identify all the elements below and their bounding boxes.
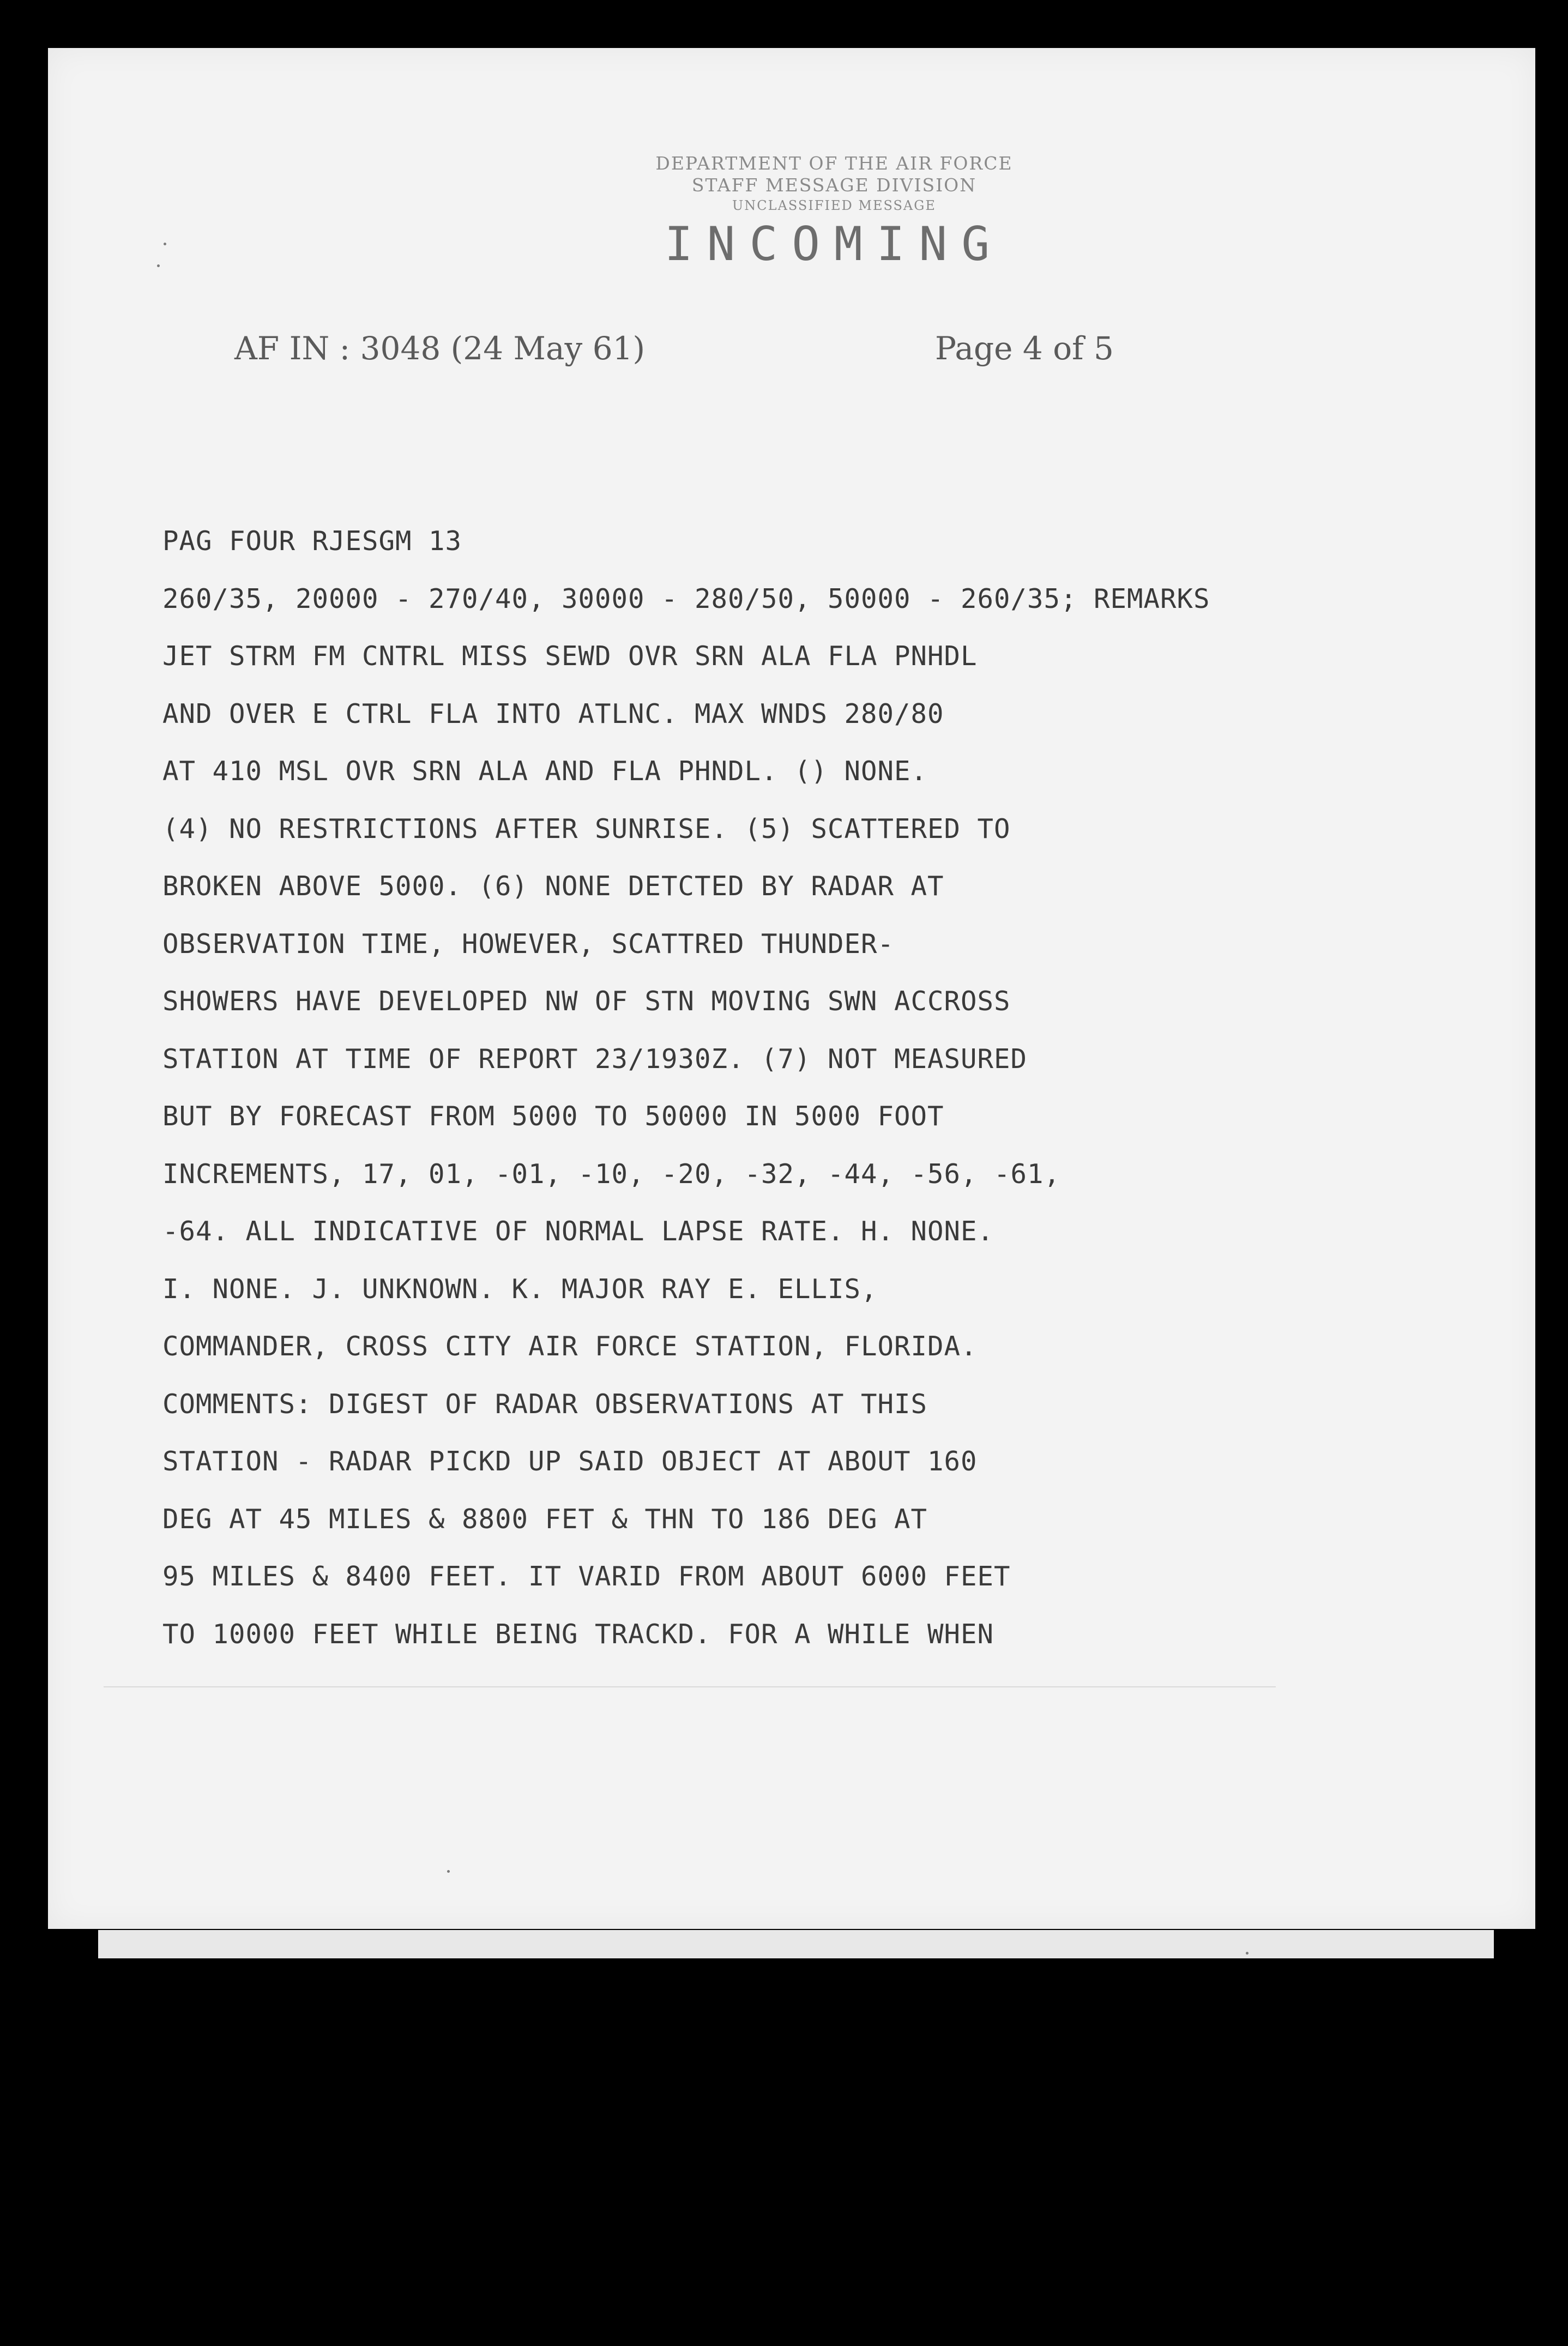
- film-speck: [157, 264, 160, 267]
- body-line: COMMENTS: DIGEST OF RADAR OBSERVATIONS AT THIS: [162, 1388, 928, 1420]
- body-line: AT 410 MSL OVR SRN ALA AND FLA PHNDL. () NONE.: [162, 756, 928, 787]
- body-line: -64. ALL INDICATIVE OF NORMAL LAPSE RATE. H. NONE.: [162, 1216, 994, 1247]
- page-fold-line: [104, 1686, 1276, 1687]
- message-id: AF IN : 3048 (24 May 61): [234, 330, 646, 367]
- film-speck: [1246, 1952, 1249, 1955]
- body-line: 260/35, 20000 - 270/40, 30000 - 280/50, 50000 - 260/35; REMARKS: [162, 583, 1210, 614]
- body-line: TO 10000 FEET WHILE BEING TRACKD. FOR A WHILE WHEN: [162, 1618, 994, 1650]
- body-line: DEG AT 45 MILES & 8800 FET & THN TO 186 DEG AT: [162, 1503, 928, 1535]
- body-line: AND OVER E CTRL FLA INTO ATLNC. MAX WNDS 280/80: [162, 698, 944, 729]
- body-line: BUT BY FORECAST FROM 5000 TO 50000 IN 5000 FOOT: [162, 1101, 944, 1132]
- body-line: OBSERVATION TIME, HOWEVER, SCATTRED THUNDER-: [162, 928, 895, 960]
- body-line: I. NONE. J. UNKNOWN. K. MAJOR RAY E. ELLIS,: [162, 1273, 878, 1305]
- message-header: [643, 153, 1025, 270]
- body-line: (4) NO RESTRICTIONS AFTER SUNRISE. (5) SCATTERED TO: [162, 813, 1011, 845]
- department-line: DEPARTMENT OF THE AIR FORCE: [655, 153, 1013, 174]
- message-body: [162, 512, 1471, 1663]
- page-underlay: [98, 1930, 1494, 1958]
- body-line: 95 MILES & 8400 FEET. IT VARID FROM ABOUT 6000 FEET: [162, 1561, 1011, 1592]
- body-line: BROKEN ABOVE 5000. (6) NONE DETCTED BY RADAR AT: [162, 871, 944, 902]
- division-line: STAFF MESSAGE DIVISION: [691, 174, 977, 196]
- body-line: JET STRM FM CNTRL MISS SEWD OVR SRN ALA FLA PNHDL: [162, 641, 978, 672]
- body-line: PAG FOUR RJESGM 13: [162, 526, 462, 557]
- body-line: INCREMENTS, 17, 01, -01, -10, -20, -32, -44, -56, -61,: [162, 1158, 1061, 1190]
- body-line: STATION - RADAR PICKD UP SAID OBJECT AT ABOUT 160: [162, 1446, 978, 1477]
- body-line: COMMANDER, CROSS CITY AIR FORCE STATION, FLORIDA.: [162, 1331, 978, 1362]
- film-speck: [447, 1870, 450, 1873]
- classification-line: UNCLASSIFIED MESSAGE: [732, 198, 936, 213]
- page-number: Page 4 of 5: [935, 330, 1114, 367]
- body-line: SHOWERS HAVE DEVELOPED NW OF STN MOVING SWN ACCROSS: [162, 986, 1011, 1017]
- incoming-stamp: INCOMING: [664, 217, 1004, 272]
- body-line: STATION AT TIME OF REPORT 23/1930Z. (7) NOT MEASURED: [162, 1043, 1028, 1075]
- film-speck: [164, 243, 166, 245]
